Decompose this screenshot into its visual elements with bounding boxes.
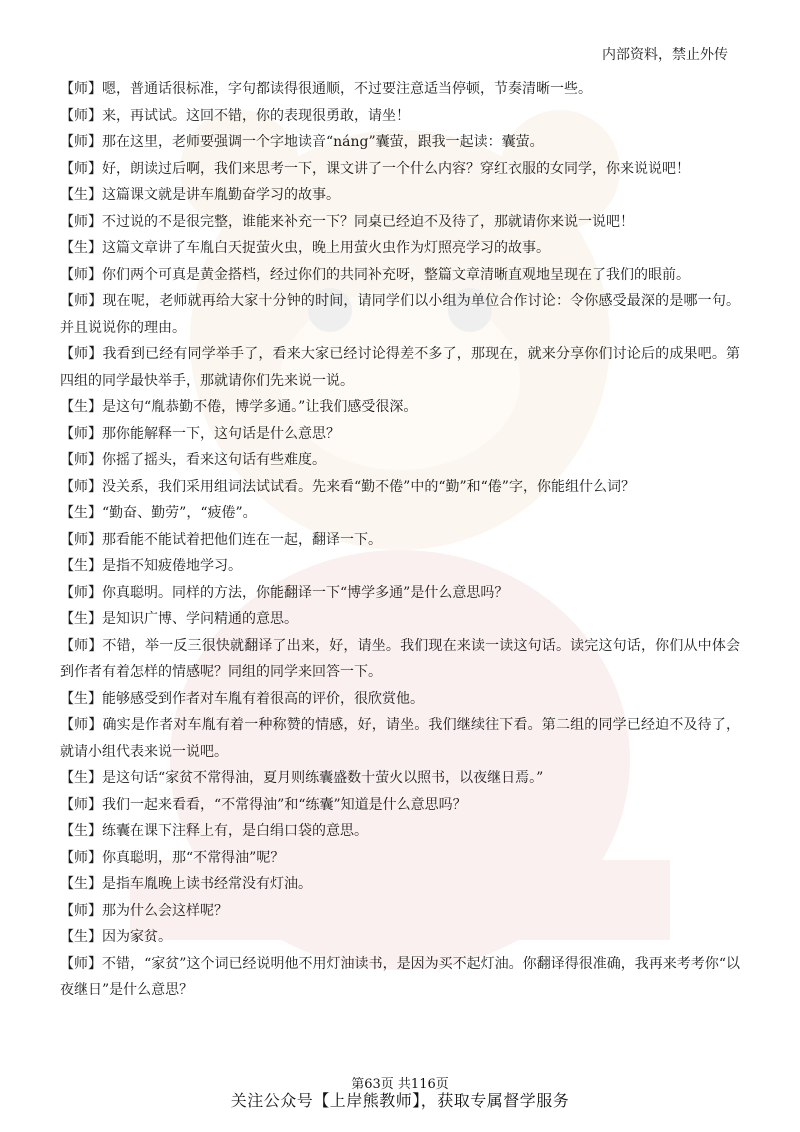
- dialogue-text: 是知识广博、学问精通的意思。: [102, 611, 298, 627]
- dialogue-line: [60, 845, 740, 872]
- speaker-tag: 【生】: [60, 558, 102, 574]
- dialogue-line: [60, 500, 740, 527]
- dialogue-text: 是这句“胤恭勤不倦，博学多通。”让我们感受很深。: [102, 399, 418, 415]
- dialogue-line: [60, 76, 740, 103]
- dialogue-line: [60, 235, 740, 262]
- dialogue-line: [60, 924, 740, 951]
- dialogue-line: [60, 447, 740, 474]
- speaker-tag: 【师】: [60, 160, 102, 177]
- speaker-tag: 【生】: [60, 240, 102, 256]
- dialogue-line: [60, 951, 740, 1004]
- dialogue-line: [60, 129, 740, 156]
- confidential-notice: 内部资料，禁止外传: [602, 47, 728, 63]
- dialogue-line: [60, 103, 740, 130]
- page-number: 第63页 共116页: [351, 1077, 449, 1092]
- dialogue-line: [60, 209, 740, 236]
- speaker-tag: 【生】: [60, 187, 102, 203]
- dialogue-line: [60, 606, 740, 633]
- dialogue-line: [60, 474, 740, 501]
- speaker-tag: 【师】: [60, 796, 102, 813]
- speaker-tag: 【生】: [60, 929, 102, 945]
- speaker-tag: 【生】: [60, 823, 102, 839]
- dialogue-line: [60, 156, 740, 183]
- dialogue-text: 是指不知疲倦地学习。: [102, 558, 242, 574]
- dialogue-line: [60, 288, 740, 341]
- dialogue-text: 来，再试试。这回不错，你的表现很勇敢，请坐！: [102, 107, 410, 124]
- speaker-tag: 【师】: [60, 637, 103, 654]
- dialogue-text: 不过说的不是很完整，谁能来补充一下？同桌已经迫不及待了，那就请你来说一说吧！: [102, 213, 634, 230]
- dialogue-text: 现在呢，老师就再给大家十分钟的时间，请同学们以小组为单位合作讨论：令你感受最深的是哪一句。并且说说你的理由。: [60, 293, 741, 336]
- speaker-tag: 【师】: [60, 452, 102, 468]
- dialogue-line: [60, 818, 740, 845]
- dialogue-text: 你摇了摇头，看来这句话有些难度。: [102, 452, 326, 468]
- dialogue-text: 那在这里，老师要强调一个字地读音“náng”囊萤，跟我一起读：囊萤。: [102, 134, 544, 150]
- dialogue-text: 是指车胤晚上读书经常没有灯油。: [102, 876, 312, 892]
- dialogue-text: 能够感受到作者对车胤有着很高的评价，很欣赏他。: [102, 690, 424, 707]
- speaker-tag: 【师】: [60, 266, 102, 283]
- speaker-tag: 【师】: [60, 849, 102, 866]
- speaker-tag: 【师】: [60, 134, 102, 150]
- dialogue-line: [60, 262, 740, 289]
- dialogue-line: [60, 792, 740, 819]
- speaker-tag: 【师】: [60, 81, 102, 97]
- speaker-tag: 【生】: [60, 611, 102, 627]
- dialogue-text: 我看到已经有同学举手了，看来大家已经讨论得差不多了，那现在，就来分享你们讨论后的成果吧。第四组的同学最快举手，那就请你们先来说一说。: [60, 346, 741, 389]
- speaker-tag: 【师】: [60, 293, 103, 309]
- dialogue-text: 你们两个可真是黄金搭档，经过你们的共同补充呀，整篇文章清晰直观地呈现在了我们的眼前。: [102, 266, 690, 283]
- dialogue-line: [60, 686, 740, 713]
- dialogue-text: 这篇课文就是讲车胤勤奋学习的故事。: [102, 187, 340, 203]
- speaker-tag: 【生】: [60, 505, 102, 521]
- dialogue-line: [60, 553, 740, 580]
- dialogue-text: 确实是作者对车胤有着一种称赞的情感，好，请坐。我们继续往下看。第二组的同学已经迫不及待了，就请小组代表来说一说吧。: [60, 717, 741, 760]
- dialogue-text: 不错，“家贫”这个词已经说明他不用灯油读书，是因为买不起灯油。你翻译得很准确，我再来考考你“以夜继日”是什么意思？: [60, 955, 740, 998]
- speaker-tag: 【师】: [60, 584, 102, 601]
- speaker-tag: 【师】: [60, 425, 102, 442]
- dialogue-text: 是这句话“家贫不常得油，夏月则练囊盛数十萤火以照书，以夜继日焉。”: [102, 770, 544, 786]
- dialogue-line: [60, 421, 740, 448]
- speaker-tag: 【师】: [60, 107, 102, 124]
- promo-text: 关注公众号【上岸熊教师】，获取专属督学服务: [230, 1091, 570, 1110]
- speaker-tag: 【生】: [60, 399, 102, 415]
- dialogue-text: 练囊在课下注释上有，是白绢口袋的意思。: [102, 823, 368, 839]
- dialogue-text: 那你能解释一下，这句话是什么意思？: [102, 425, 340, 442]
- speaker-tag: 【生】: [60, 876, 102, 892]
- dialogue-line: [60, 527, 740, 554]
- dialogue-line: [60, 898, 740, 925]
- speaker-tag: 【师】: [60, 717, 103, 733]
- dialogue-line: [60, 712, 740, 765]
- speaker-tag: 【生】: [60, 770, 102, 786]
- dialogue-text: 不错，举一反三很快就翻译了出来，好，请坐。我们现在来读一读这句话。读完这句话，你们从中体会到作者有着怎样的情感呢？同组的同学来回答一下。: [60, 637, 741, 680]
- dialogue-text: 这篇文章讲了车胤白天捉萤火虫，晚上用萤火虫作为灯照亮学习的故事。: [102, 240, 550, 256]
- lesson-transcript: [60, 76, 740, 1004]
- dialogue-text: 嗯，普通话很标准，字句都读得很通顺，不过要注意适当停顿，节奏清晰一些。: [102, 81, 592, 97]
- dialogue-text: 因为家贫。: [102, 929, 172, 945]
- dialogue-text: 好，朗读过后啊，我们来思考一下，课文讲了一个什么内容？穿红衣服的女同学，你来说说吧！: [102, 160, 690, 177]
- dialogue-text: 没关系，我们采用组词法试试看。先来看“勤不倦”中的“勤”和“倦”字，你能组什么词？: [102, 478, 635, 495]
- dialogue-text: “勤奋、勤劳”，“疲倦”。: [102, 505, 257, 521]
- dialogue-line: [60, 765, 740, 792]
- speaker-tag: 【生】: [60, 690, 102, 707]
- dialogue-line: [60, 341, 740, 394]
- speaker-tag: 【师】: [60, 902, 102, 919]
- speaker-tag: 【师】: [60, 531, 102, 548]
- speaker-tag: 【师】: [60, 478, 102, 495]
- dialogue-text: 我们一起来看看，“不常得油”和“练囊”知道是什么意思吗？: [102, 796, 467, 813]
- speaker-tag: 【师】: [60, 213, 102, 230]
- dialogue-line: [60, 633, 740, 686]
- dialogue-text: 那为什么会这样呢？: [102, 902, 228, 919]
- dialogue-line: [60, 394, 740, 421]
- speaker-tag: 【师】: [60, 346, 103, 362]
- dialogue-text: 你真聪明。同样的方法，你能翻译一下“博学多通”是什么意思吗？: [102, 584, 509, 601]
- speaker-tag: 【师】: [60, 955, 103, 972]
- dialogue-text: 那看能不能试着把他们连在一起，翻译一下。: [102, 531, 382, 548]
- dialogue-line: [60, 182, 740, 209]
- dialogue-text: 你真聪明，那“不常得油”呢？: [102, 849, 285, 866]
- dialogue-line: [60, 871, 740, 898]
- dialogue-line: [60, 580, 740, 607]
